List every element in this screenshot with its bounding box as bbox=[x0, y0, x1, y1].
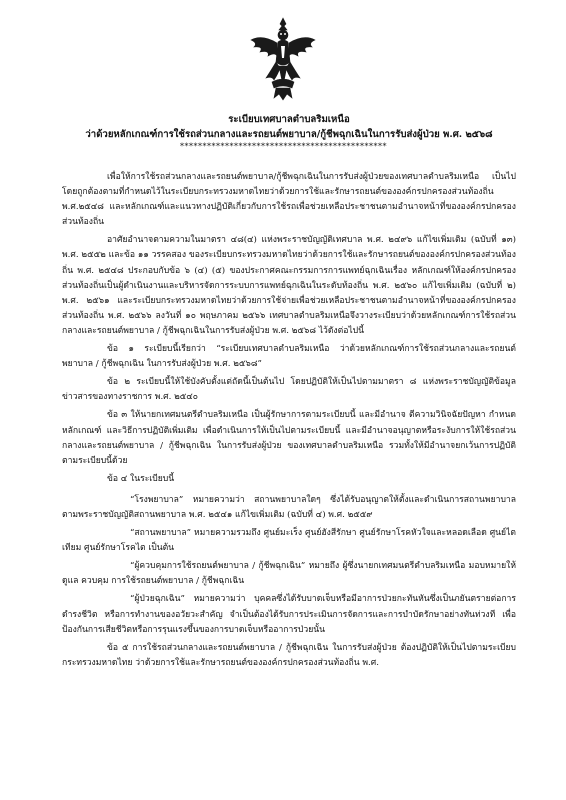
clause-3: ข้อ ๓ ให้นายกเทศมนตรีตำบลริมเหนือ เป็นผู้รักษาการตามระเบียบนี้ และมีอำนาจ ตีความวินิจฉัยปัญหา กำหนดหลักเกณฑ์ และวิธีการปฏิบัติเพิ่มเติม เพื่อดำเนินการให้เป็นไปตามระเบียบนี้ และมีอำนาจอนุญาตหรือระงับการให้ใช้รถส่วนกลางและรถยนต์พยาบาล / กู้ชีพฉุกเฉิน ในการรับส่งผู้ป่วย ของเทศบาลตำบลริมเหนือ รวมทั้งให้มีอำนาจยกเว้นการปฏิบัติตามระเบียบนี้ด้วย bbox=[62, 410, 516, 466]
preamble-paragraph: เพื่อให้การใช้รถส่วนกลางและรถยนต์พยาบาล/กู้ชีพฉุกเฉินในการรับส่งผู้ป่วยของเทศบาลตำบลริมเหนือ เป็นไปโดยถูกต้องตามที่กำหนดไว้ในระเบียบกระทรวงมหาดไทยว่าด้วยการใช้และรักษารถยนต์ขององค์กรปกครองส่วนท้องถิ่น พ.ศ.๒๕๔๘ และหลักเกณฑ์และแนวทางปฏิบัติเกี่ยวกับการใช้รถเพื่อช่วยเหลือประชาชนตามอำนาจหน้าที่ขององค์กรปกครองส่วนท้องถิ่น bbox=[62, 172, 516, 228]
definition-emergency-patient: “ผู้ป่วยฉุกเฉิน” หมายความว่า บุคคลซึ่งได้รับบาดเจ็บหรือมีอาการป่วยกะทันหันซึ่งเป็นภยันตรายต่อการดำรงชีวิต หรือการทำงานของอวัยวะสำคัญ จำเป็นต้องได้รับการประเมินการจัดการและการบำบัดรักษาอย่างทันท่วงที เพื่อป้องกันการเสียชีวิตหรือการรุนแรงขึ้นของการบาดเจ็บหรืออาการป่วยนั้น bbox=[62, 594, 516, 635]
clause-2: ข้อ ๒ ระเบียบนี้ให้ใช้บังคับตั้งแต่ถัดนี้เป็นต้นไป โดยปฏิบัติให้เป็นไปตามมาตรา ๘ แห่งพระราชบัญญัติข้อมูลข่าวสารของทางราชการ พ.ศ. ๒๕๔๐ bbox=[62, 377, 516, 403]
clause-4: ข้อ ๔ ในระเบียบนี้ bbox=[107, 473, 175, 484]
garuda-emblem-icon bbox=[248, 16, 318, 102]
definition-hospital: “โรงพยาบาล” หมายความว่า สถานพยาบาลใดๆ ซึ่งได้รับอนุญาตให้ตั้งและดำเนินการสถานพยาบาลตามพระราชบัญญัติสถานพยาบาล พ.ศ. ๒๕๔๑ แก้ไขเพิ่มเติม (ฉบับที่ ๔) พ.ศ. ๒๕๕๙ bbox=[62, 494, 516, 520]
definition-controller: “ผู้ควบคุมการใช้รถยนต์พยาบาล / กู้ชีพฉุกเฉิน” หมายถึง ผู้ซึ่งนายกเทศมนตรีตำบลริมเหนือ มอบหมายให้ดูแล ควบคุม การใช้รถยนต์พยาบาล / กู้ชีพฉุกเฉิน bbox=[62, 561, 516, 587]
definition-health-facility: “สถานพยาบาล” หมายความรวมถึง ศูนย์มะเร็ง ศูนย์ฮังสีรักษา ศูนย์รักษาโรคหัวใจและหลอดเลือด ศูนย์ไตเทียม ศูนย์รักษาโรคไต เป็นต้น bbox=[62, 528, 516, 554]
clause-5: ข้อ ๕ การใช้รถส่วนกลางและรถยนต์พยาบาล / กู้ชีพฉุกเฉิน ในการรับส่งผู้ป่วย ต้องปฏิบัติให้เป็นไปตามระเบียบกระทรวงมหาดไทย ว่าด้วยการใช้และรักษารถยนต์ขององค์กรปกครองส่วนท้องถิ่น พ.ศ. bbox=[62, 642, 516, 668]
clause-1: ข้อ ๑ ระเบียบนี้เรียกว่า “ระเบียบเทศบาลตำบลริมเหนือ ว่าด้วยหลักเกณฑ์การใช้รถส่วนกลางและรถยนต์พยาบาล / กู้ชีพฉุกเฉิน ในการรับส่งผู้ป่วย พ.ศ. ๒๕๖๘” bbox=[62, 344, 516, 370]
document-body bbox=[62, 170, 516, 674]
title-divider: ********************************************** bbox=[180, 142, 387, 151]
authority-paragraph: อาศัยอำนาจตามความในมาตรา ๔๘(๔) แห่งพระราชบัญญัติเทศบาล พ.ศ. ๒๔๙๖ แก้ไขเพิ่มเติม (ฉบับที่ ๑๓) พ.ศ. ๒๕๕๒ และข้อ ๑๑ วรรคสอง ของระเบียบกระทรวงมหาดไทยว่าด้วยการใช้และรักษารถยนต์ขององค์กรปกครองส่วนท้องถิ่น พ.ศ. ๒๕๔๘ ประกอบกับข้อ ๖ (๔) (๕) ของประกาศคณะกรรมการการแพทย์ฉุกเฉินเรื่อง หลักเกณฑ์ให้องค์กรปกครองส่วนท้องถิ่นเป็นผู้ดำเนินงานและบริหารจัดการระบบการแพทย์ฉุกเฉินในระดับท้องถิ่น พ.ศ. ๒๕๖๐ แก้ไขเพิ่มเติม (ฉบับที่ ๒) พ.ศ. ๒๕๖๑ และระเบียบกระทรวงมหาดไทยว่าด้วยการใช้จ่ายเพื่อช่วยเหลือประชาชนตามอำนาจหน้าที่ขององค์กรปกครองส่วนท้องถิ่น พ.ศ. ๒๕๖๖ ลงวันที่ ๑๐ พฤษภาคม ๒๕๖๖ เทศบาลตำบลริมเหนือจึงวางระเบียบว่าด้วยหลักเกณฑ์การใช้รถส่วนกลางและรถยนต์พยาบาล / กู้ชีพฉุกเฉินในการรับส่งผู้ป่วย พ.ศ. ๒๕๖๘ ไว้ดังต่อไปนี้ bbox=[62, 235, 516, 336]
document-subtitle: ว่าด้วยหลักเกณฑ์การใช้รถส่วนกลางและรถยนต์พยาบาล/กู้ชีพฉุกเฉินในการรับส่งผู้ป่วย พ.ศ. ๒๕๖๘ bbox=[85, 129, 493, 140]
document-title: ระเบียบเทศบาลตำบลริมเหนือ bbox=[228, 114, 350, 125]
